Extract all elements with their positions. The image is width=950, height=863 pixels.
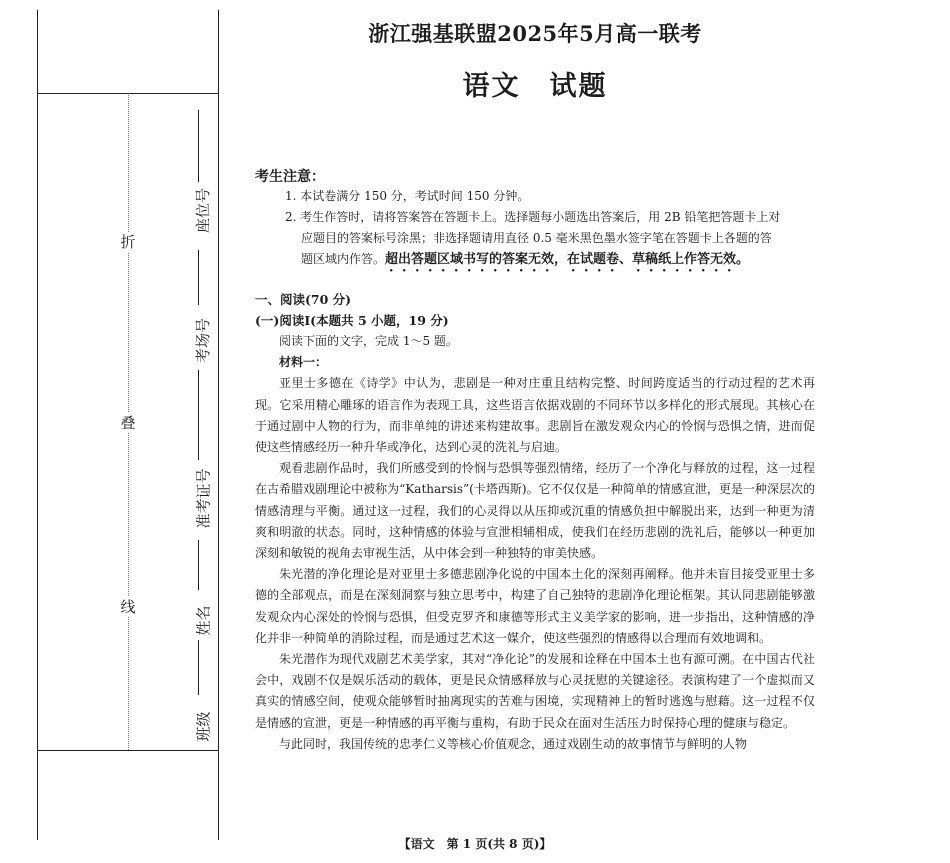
notice-item-1: 1. 本试卷满分 150 分，考试时间 150 分钟。 xyxy=(285,189,530,203)
notice-list xyxy=(285,186,815,275)
seat-number-label: 座位号 xyxy=(194,187,213,234)
notice-item-2-line-3 xyxy=(285,249,815,275)
ticket-number-label: 准考证号 xyxy=(194,468,213,529)
class-label: 班级 xyxy=(194,711,213,742)
paragraph: 亚里士多德在《诗学》中认为，悲剧是一种对庄重且结构完整、时间跨度适当的行动过程的艺术再现。它采用精心雕琢的语言作为表现工具，这些语言依据戏剧的不同环节以多样化的形式展现。其核心在于通过剧中人物的行为，而非单纯的讲述来构建故事。悲剧旨在激发观众内心的怜悯与恐惧之情，进而促使这些情感经历一种升华或净化，达到心灵的洗礼与启迪。 xyxy=(255,376,815,455)
notice-emphasis-text: 超出答题区域书写的答案无效，在试题卷、草稿纸上作答无效。 xyxy=(385,252,750,267)
seat-number-field[interactable] xyxy=(178,110,218,250)
fold-char-3: 线 xyxy=(118,597,138,617)
paragraph: 与此同时，我国传统的忠孝仁义等核心价值观念，通过戏剧生动的故事情节与鲜明的人物 xyxy=(279,736,748,751)
margin-bottom-rule xyxy=(37,750,219,751)
page-footer: 【语文 第 1 页(共 8 页)】 xyxy=(398,837,552,851)
notice-item-2-line-1: 2. 考生作答时，请将答案答在答题卡上。选择题每小题选出答案后，用 2B 铅笔把答题卡上对 xyxy=(285,210,781,224)
paragraph: 朱光潜作为现代戏剧艺术美学家，其对“净化论”的发展和诠释在中国本土也有源可溯。在中国古代社会中，戏剧不仅是娱乐活动的载体，更是民众情感释放与心灵抚慰的关键途径。表演构建了一个虚拟而又真实的情感空间，使观众能够暂时抽离现实的苦难与困境，实现精神上的暂时逃逸与慰藉。这一过程不仅是情感的宣泄，更是一种情感的再平衡与重构，有助于民众在面对生活压力时保持心理的健康与稳定。 xyxy=(255,652,815,730)
notice-title: 考生注意： xyxy=(255,169,325,185)
material-label: 材料一： xyxy=(279,355,328,370)
exam-room-field[interactable] xyxy=(178,250,218,370)
notice-plain-text: 题区域内作答。 xyxy=(301,252,386,266)
fold-char-2: 叠 xyxy=(118,413,138,433)
subject-title: 语文 试题 xyxy=(462,71,608,102)
class-field[interactable] xyxy=(178,640,218,750)
margin-outer-line xyxy=(37,10,38,840)
reading-body xyxy=(255,331,815,755)
margin-inner-line xyxy=(218,10,219,840)
exam-title: 浙江强基联盟2025年5月高一联考 xyxy=(368,21,702,46)
name-label: 姓名 xyxy=(194,605,213,636)
subsection-heading: (一)阅读Ⅰ(本题共 5 小题，19 分) xyxy=(255,313,449,328)
margin-top-rule xyxy=(37,93,219,94)
section-heading: 一、阅读(70 分) xyxy=(255,292,352,307)
instruction-text: 阅读下面的文字，完成 1～5 题。 xyxy=(279,334,458,348)
binding-margin xyxy=(0,0,220,863)
ticket-number-field[interactable] xyxy=(178,370,218,540)
fold-char-1: 折 xyxy=(118,232,138,252)
exam-room-label: 考场号 xyxy=(194,317,213,364)
paragraph: 朱光潜的净化理论是对亚里士多德悲剧净化说的中国本土化的深刻再阐释。他并未盲目接受亚里士多德的全部观点，而是在深刻洞察与独立思考中，构建了自己独特的悲剧净化理论框架。其认同悲剧能够激发观众内心深处的怜悯与恐惧，但受克罗齐和康德等形式主义美学家的影响，进一步指出，这种情感的净化并非一种简单的消除过程，而是通过艺术这一媒介，使这些强烈的情感得以合理而有效地调和。 xyxy=(255,567,815,645)
notice-item-2-line-2: 应题目的答案标号涂黑；非选择题请用直径 0.5 毫米黑色墨水签字笔在答题卡上各题的答 xyxy=(301,231,772,245)
name-field[interactable] xyxy=(178,540,218,640)
paragraph: 观看悲剧作品时，我们所感受到的怜悯与恐惧等强烈情绪，经历了一个净化与释放的过程，这一过程在古希腊戏剧理论中被称为“Katharsis”(卡塔西斯)。它不仅仅是一种简单的情感宣泄，更是一种深层次的情感清理与平衡。通过这一过程，我们的心灵得以从压抑或沉重的情感负担中解脱出来，达到一种更为清爽和明澈的状态。同时，这种情感的体验与宣泄相辅相成，使我们在经历悲剧的洗礼后，能够以一种更加深刻和敏锐的视角去审视生活，从中体会到一种独特的审美快感。 xyxy=(255,461,815,561)
